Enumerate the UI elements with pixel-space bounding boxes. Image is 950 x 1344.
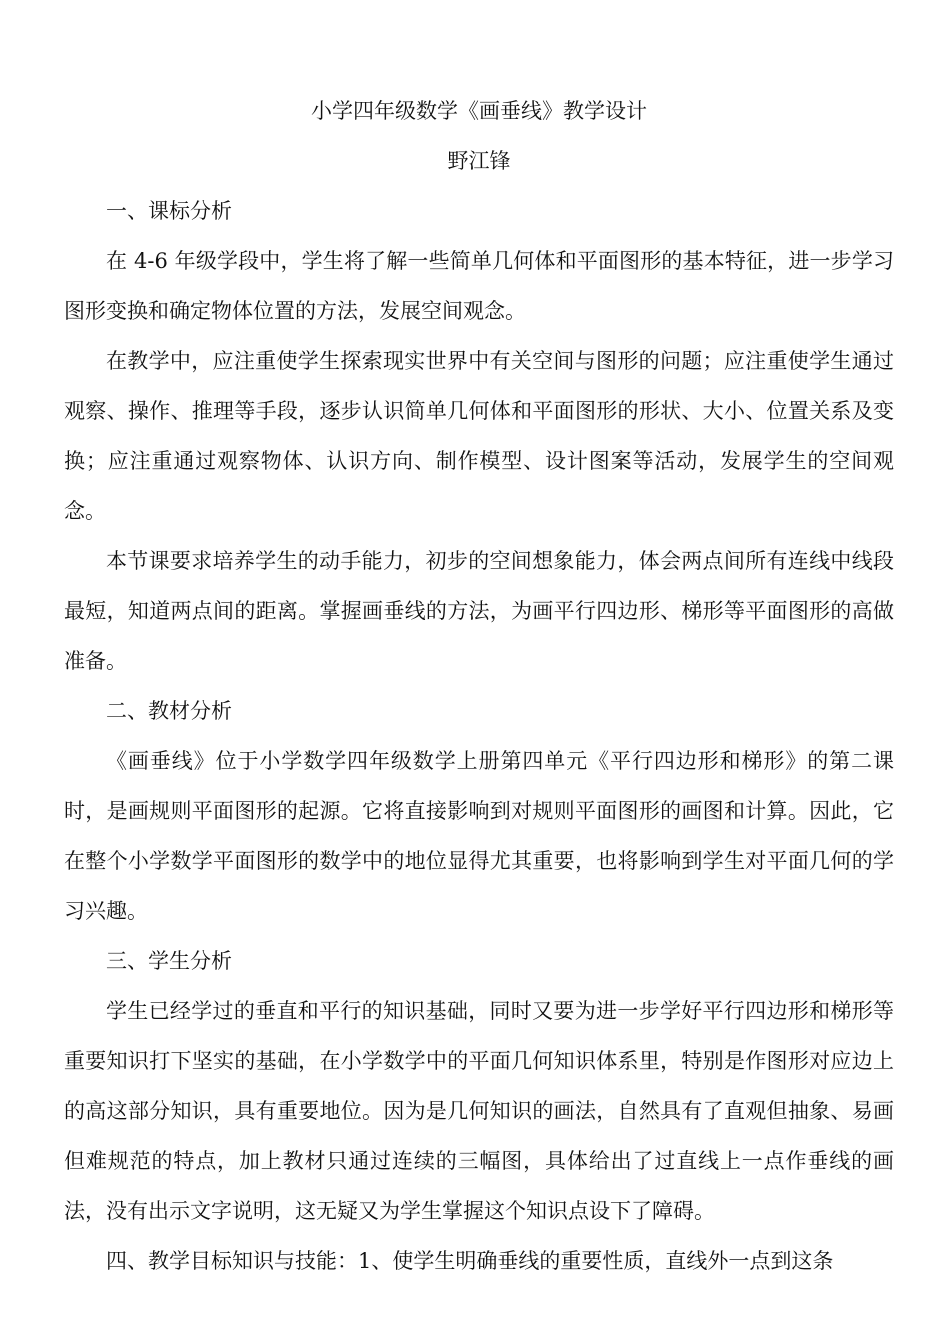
section-objectives-line: 四、教学目标知识与技能：1、使学生明确垂线的重要性质，直线外一点到这条 xyxy=(106,1249,834,1273)
section-heading-textbook: 二、教材分析 xyxy=(106,699,232,723)
paragraph-curriculum-1: 在 4-6 年级学段中，学生将了解一些简单几何体和平面图形的基本特征，进一步学习图形变换和确定物体位置的方法，发展空间观念。 xyxy=(64,249,894,323)
document-body xyxy=(64,86,894,1286)
paragraph-textbook-1: 《画垂线》位于小学数学四年级数学上册第四单元《平行四边形和梯形》的第二课时，是画规则平面图形的起源。它将直接影响到对规则平面图形的画图和计算。因此，它在整个小学数学平面图形的数学中的地位显得尤其重要，也将影响到学生对平面几何的学习兴趣。 xyxy=(64,749,894,923)
section-heading-students: 三、学生分析 xyxy=(106,949,232,973)
document-title: 小学四年级数学《画垂线》教学设计 xyxy=(311,99,647,123)
section-heading-curriculum: 一、课标分析 xyxy=(106,199,232,223)
paragraph-students-1: 学生已经学过的垂直和平行的知识基础，同时又要为进一步学好平行四边形和梯形等重要知识打下坚实的基础，在小学数学中的平面几何知识体系里，特别是作图形对应边上的高这部分知识，具有重要地位。因为是几何知识的画法，自然具有了直观但抽象、易画但难规范的特点，加上教材只通过连续的三幅图，具体给出了过直线上一点作垂线的画法，没有出示文字说明，这无疑又为学生掌握这个知识点设下了障碍。 xyxy=(64,999,894,1223)
document-author: 野江锋 xyxy=(447,149,511,173)
paragraph-curriculum-2: 在教学中，应注重使学生探索现实世界中有关空间与图形的问题；应注重使学生通过观察、操作、推理等手段，逐步认识简单几何体和平面图形的形状、大小、位置关系及变换；应注重通过观察物体、认识方向、制作模型、设计图案等活动，发展学生的空间观念。 xyxy=(64,349,894,523)
paragraph-curriculum-3: 本节课要求培养学生的动手能力，初步的空间想象能力，体会两点间所有连线中线段最短，知道两点间的距离。掌握画垂线的方法，为画平行四边形、梯形等平面图形的高做准备。 xyxy=(64,549,894,673)
